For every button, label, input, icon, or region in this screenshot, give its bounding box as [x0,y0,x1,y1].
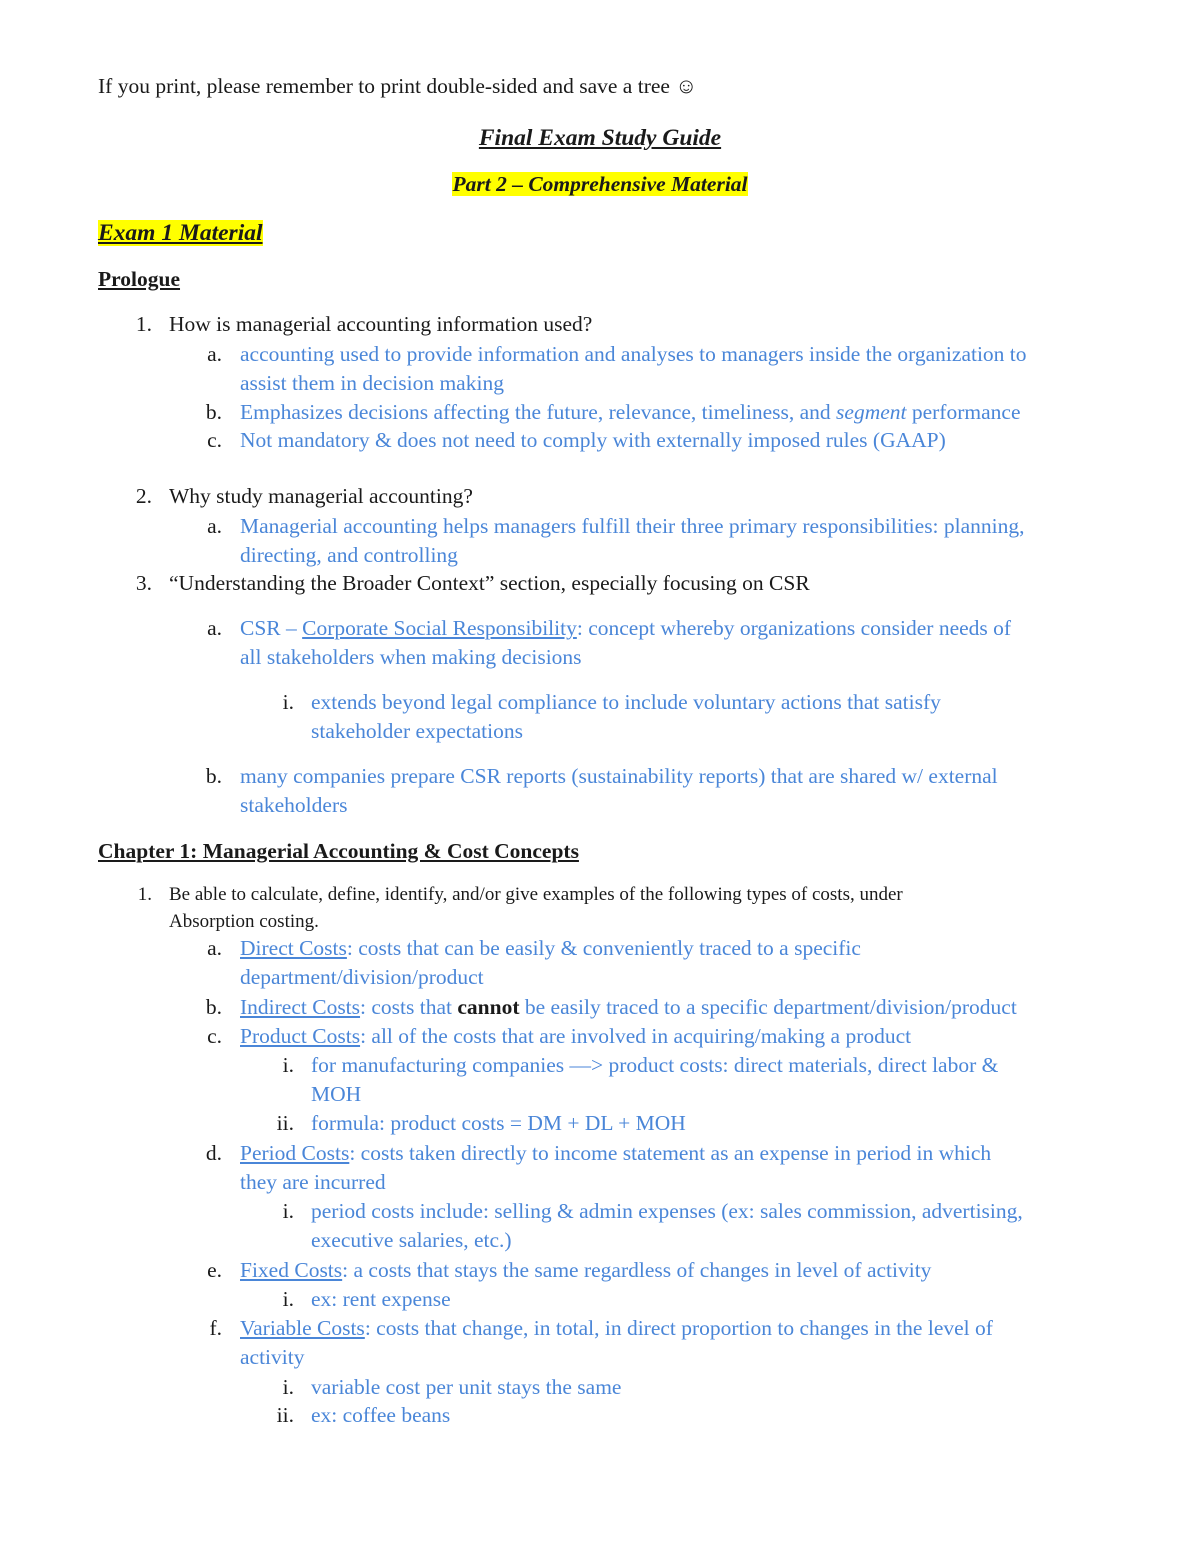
text-run: : costs that [360,995,458,1019]
variable-costs-definition [240,1314,993,1343]
list-marker: b. [205,400,222,424]
prologue-answer-3a [240,614,1011,643]
print-note: If you print, please remember to print double-sided and save a tree ☺ [98,74,698,98]
prologue-heading: Prologue [98,267,181,291]
list-marker: 3. [135,571,152,595]
term-product-costs: Product Costs [240,1024,361,1048]
list-marker: ii. [276,1403,294,1427]
prologue-answer-3a-i-cont: stakeholder expectations [311,719,523,743]
list-marker: i. [282,1287,294,1311]
list-marker: a. [207,342,222,366]
term-variable-costs: Variable Costs [240,1316,365,1340]
product-costs-point-i: for manufacturing companies —> product costs: direct materials, direct labor & [311,1053,999,1077]
list-marker: i. [282,1375,294,1399]
chapter1-item-1: Be able to calculate, define, identify, and/or give examples of the following types of costs, under [169,884,903,905]
list-marker: a. [207,936,222,960]
page-title-text: Final Exam Study Guide [478,125,722,151]
period-costs-point-i: period costs include: selling & admin expenses (ex: sales commission, advertising, [311,1199,1023,1223]
prologue-answer-3a-cont: all stakeholders when making decisions [240,645,582,669]
page-subtitle [0,170,1200,199]
page-subtitle-text: Part 2 – Comprehensive Material [452,172,748,196]
page-title [0,122,1200,154]
prologue-answer-3b: many companies prepare CSR reports (sustainability reports) that are shared w/ external [240,764,998,788]
list-marker: 2. [135,484,152,508]
fixed-costs-example: ex: rent expense [311,1287,451,1311]
prologue-question-2: Why study managerial accounting? [169,484,473,508]
list-marker: c. [207,428,222,452]
text-run: : all of the costs that are involved in acquiring/making a product [360,1024,912,1048]
text-run: Emphasizes decisions affecting the future, relevance, timeliness, and [240,400,837,424]
list-marker: i. [282,690,294,714]
prologue-question-3: “Understanding the Broader Context” section, especially focusing on CSR [169,571,810,595]
prologue-question-1: How is managerial accounting information used? [169,312,593,336]
list-marker: 1. [135,312,152,336]
list-marker: c. [207,1024,222,1048]
list-marker: b. [205,995,222,1019]
text-run: : costs taken directly to income statement as an expense in period in which [349,1141,992,1165]
list-marker: e. [207,1258,222,1282]
list-marker: a. [207,616,222,640]
emphasis-text: segment [836,400,907,424]
period-costs-definition [240,1139,991,1168]
indirect-costs-definition [240,993,1017,1022]
list-marker: f. [209,1316,222,1340]
product-costs-formula: formula: product costs = DM + DL + MOH [311,1111,686,1135]
prologue-answer-1a-cont: assist them in decision making [240,371,504,395]
prologue-answer-3a-i: extends beyond legal compliance to include voluntary actions that satisfy [311,690,941,714]
product-costs-point-i-cont: MOH [311,1082,362,1106]
text-run: : costs that change, in total, in direct proportion to changes in the level of [364,1316,993,1340]
text-run: be easily traced to a specific department/division/product [519,995,1017,1019]
exam1-heading [98,218,263,249]
text-run: performance [906,400,1021,424]
variable-costs-point-i: variable cost per unit stays the same [311,1375,622,1399]
product-costs-definition [240,1022,911,1051]
bold-text: cannot [457,995,520,1019]
chapter1-item-1-cont: Absorption costing. [169,911,319,932]
text-run: : costs that can be easily & conveniently traced to a specific [346,936,861,960]
chapter1-heading: Chapter 1: Managerial Accounting & Cost Concepts [98,839,579,863]
term-direct-costs: Direct Costs [240,936,347,960]
text-run: : concept whereby organizations consider needs of [576,616,1012,640]
prologue-answer-2a-cont: directing, and controlling [240,543,458,567]
list-marker: 1. [137,884,152,905]
fixed-costs-definition [240,1256,931,1285]
prologue-answer-1a: accounting used to provide information and analyses to managers inside the organization to [240,342,1027,366]
prologue-answer-1c: Not mandatory & does not need to comply with externally imposed rules (GAAP) [240,428,946,452]
list-marker: ii. [276,1111,294,1135]
variable-costs-definition-cont: activity [240,1345,305,1369]
period-costs-point-i-cont: executive salaries, etc.) [311,1228,512,1252]
exam1-heading-text: Exam 1 Material [98,220,263,246]
list-marker: b. [205,764,222,788]
period-costs-definition-cont: they are incurred [240,1170,386,1194]
list-marker: i. [282,1053,294,1077]
list-marker: i. [282,1199,294,1223]
term-indirect-costs: Indirect Costs [240,995,361,1019]
direct-costs-definition-cont: department/division/product [240,965,484,989]
prologue-answer-2a: Managerial accounting helps managers fulfill their three primary responsibilities: planning, [240,514,1025,538]
term-csr: Corporate Social Responsibility [302,616,577,640]
list-marker: a. [207,514,222,538]
term-fixed-costs: Fixed Costs [240,1258,343,1282]
prologue-answer-3b-cont: stakeholders [240,793,348,817]
list-marker: d. [205,1141,222,1165]
prologue-answer-1b [240,398,1020,427]
term-period-costs: Period Costs [240,1141,350,1165]
direct-costs-definition [240,934,861,963]
text-run: : a costs that stays the same regardless of changes in level of activity [342,1258,932,1282]
text-run: CSR – [240,616,303,640]
variable-costs-example: ex: coffee beans [311,1403,451,1427]
